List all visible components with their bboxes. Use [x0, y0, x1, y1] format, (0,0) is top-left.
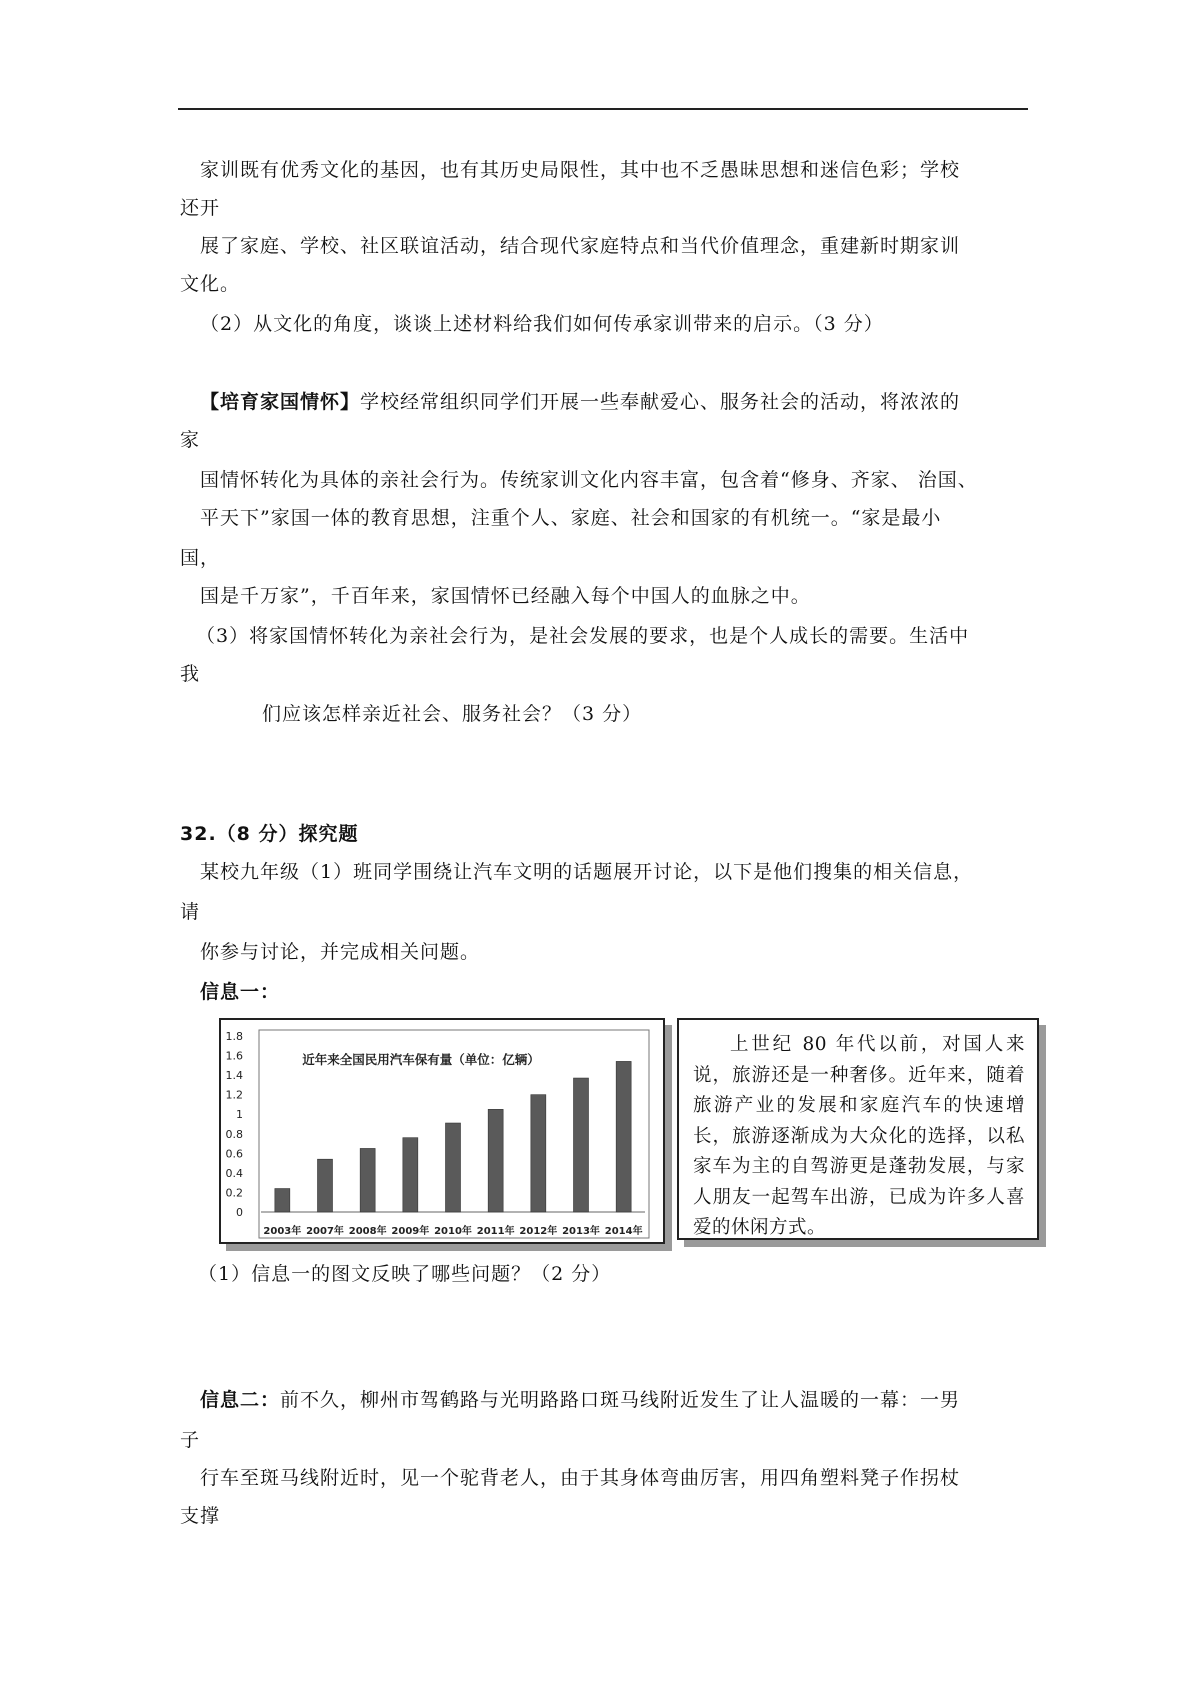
bar	[318, 1159, 333, 1212]
x-tick-label: 2014年	[604, 1226, 643, 1237]
bar	[616, 1061, 631, 1212]
paragraph-line: 展了家庭、学校、社区联谊活动，结合现代家庭特点和当代价值理念，重建新时期家训	[200, 235, 961, 257]
bar	[360, 1148, 375, 1212]
paragraph-text: 前不久，柳州市驾鹤路与光明路路口斑马线附近发生了让人温暖的一幕：一男	[280, 1389, 961, 1411]
y-tick-label: 1.4	[225, 1069, 243, 1083]
bar-chart	[221, 1020, 663, 1242]
section-heading: 【培育家国情怀】	[200, 391, 361, 413]
y-tick-label: 0	[236, 1206, 243, 1219]
question-3: （3）将家国情怀转化为亲社会行为，是社会发展的要求，也是个人成长的需要。生活中	[196, 625, 970, 647]
bar	[446, 1123, 461, 1212]
section-heading-line	[200, 390, 960, 414]
paragraph-line: 家训既有优秀文化的基因，也有其历史局限性，其中也不乏愚昧思想和迷信色彩；学校	[200, 159, 961, 181]
info-text: 上世纪 80 年代以前，对国人来说，旅游还是一种奢侈。近年来，随着旅游产业的发展和家庭汽车的快速增长，旅游逐渐成为大众化的选择，以私家车为主的自驾游更是蓬勃发展，与家人朋友一起驾车出游，已成为许多人喜爱的休闲方式。	[693, 1034, 1025, 1238]
paragraph-line: 支撑	[180, 1505, 221, 1527]
paragraph-line: 文化。	[180, 273, 241, 295]
bar	[275, 1189, 290, 1212]
x-tick-label: 2012年	[519, 1226, 558, 1237]
x-tick-label: 2013年	[562, 1226, 600, 1237]
y-tick-label: 0.2	[225, 1186, 243, 1200]
paragraph-line: 行车至斑马线附近时，见一个驼背老人，由于其身体弯曲厉害，用四角塑料凳子作拐杖	[200, 1467, 961, 1489]
info-two-heading: 信息二：	[200, 1389, 281, 1411]
question-1: （1）信息一的图文反映了哪些问题？（2 分）	[198, 1263, 612, 1285]
x-tick-label: 2007年	[306, 1226, 344, 1237]
paragraph-line: 国是千万家”，千百年来，家国情怀已经融入每个中国人的血脉之中。	[200, 585, 811, 607]
bar	[574, 1078, 589, 1212]
paragraph-line: 还开	[180, 197, 221, 219]
paragraph-line: 平天下”家国一体的教育思想，注重个人、家庭、社会和国家的有机统一。“家是最小	[200, 507, 942, 529]
chart-title: 近年来全国民用汽车保有量（单位：亿辆）	[302, 1052, 540, 1067]
info-text-box	[677, 1018, 1039, 1240]
paragraph-line: 子	[180, 1429, 201, 1451]
car-ownership-chart	[219, 1018, 665, 1244]
question-2: （2）从文化的角度，谈谈上述材料给我们如何传承家训带来的启示。（3 分）	[200, 313, 884, 335]
paragraph-line: 你参与讨论，并完成相关问题。	[200, 941, 481, 963]
y-tick-label: 1.2	[225, 1088, 243, 1102]
y-tick-label: 0.6	[225, 1147, 243, 1161]
paragraph-line: 国，	[180, 547, 221, 569]
paragraph-line: 请	[180, 901, 201, 923]
paragraph-line: 家	[180, 429, 201, 451]
x-tick-label: 2008年	[348, 1226, 387, 1237]
question-32-heading: 32.（8 分）探究题	[180, 823, 359, 845]
header-rule	[178, 108, 1028, 110]
paragraph-line: 们应该怎样亲近社会、服务社会？（3 分）	[262, 703, 643, 725]
y-tick-label: 1	[236, 1108, 243, 1122]
y-tick-label: 1.8	[225, 1030, 243, 1043]
x-tick-label: 2003年	[263, 1226, 302, 1237]
y-tick-label: 1.6	[225, 1049, 243, 1063]
bar	[531, 1095, 546, 1212]
x-tick-label: 2011年	[476, 1226, 515, 1237]
paragraph-line: 我	[180, 663, 201, 685]
paragraph-line: 某校九年级（1）班同学围绕让汽车文明的话题展开讨论，以下是他们搜集的相关信息，	[200, 861, 974, 883]
paragraph-line: 国情怀转化为具体的亲社会行为。传统家训文化内容丰富，包含着“修身、齐家、 治国、	[200, 469, 978, 491]
y-tick-label: 0.8	[225, 1127, 243, 1141]
info-one-heading: 信息一：	[200, 981, 281, 1003]
x-tick-label: 2009年	[391, 1226, 430, 1237]
bar	[403, 1138, 418, 1212]
info-two-line	[200, 1388, 960, 1412]
bar	[488, 1109, 503, 1212]
paragraph-text: 学校经常组织同学们开展一些奉献爱心、服务社会的活动，将浓浓的	[360, 391, 961, 413]
y-tick-label: 0.4	[225, 1166, 243, 1180]
x-tick-label: 2010年	[434, 1226, 472, 1237]
